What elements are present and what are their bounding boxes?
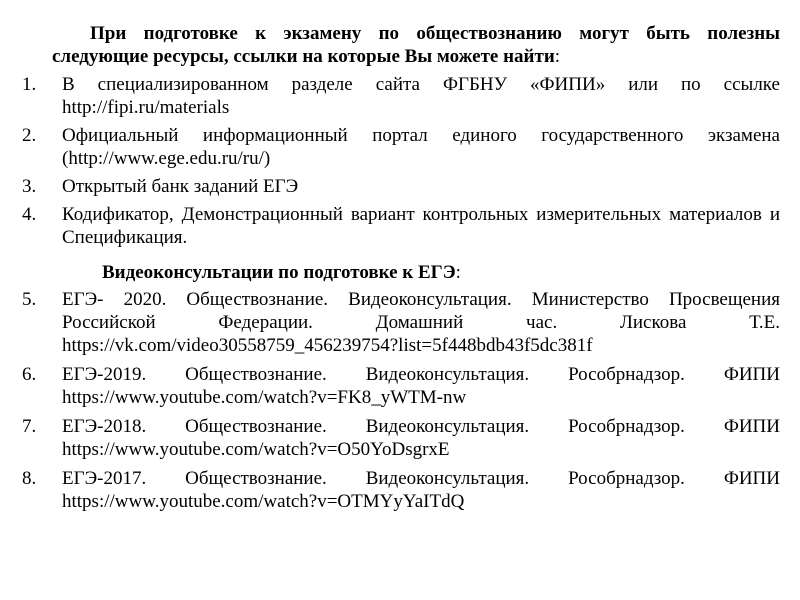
- list-item: [0, 288, 800, 357]
- item-number: 4.: [22, 204, 37, 225]
- section-heading-text: Видеоконсультации по подготовке к ЕГЭ: [102, 262, 456, 283]
- item-text: Официальный информационный портал единого государственного экзамена (http://www.ege.edu.ru/ru/): [62, 125, 780, 169]
- item-text: ЕГЭ-2019. Обществознание. Видеоконсультация. Рособрнадзор. ФИПИ https://www.youtube.com/watch?v=FK8_yWTM-nw: [62, 364, 780, 408]
- video-list: [0, 288, 800, 513]
- list-item: [0, 467, 800, 513]
- intro-paragraph: [52, 22, 780, 68]
- section-heading: [102, 261, 461, 284]
- item-text: Кодификатор, Демонстрационный вариант контрольных измерительных материалов и Спецификация.: [62, 204, 780, 248]
- item-text: ЕГЭ-2017. Обществознание. Видеоконсультация. Рособрнадзор. ФИПИ https://www.youtube.com/watch?v=OTMYyYaITdQ: [62, 468, 780, 512]
- list-item: [0, 363, 800, 409]
- resource-list: [0, 73, 800, 249]
- list-item: [0, 415, 800, 461]
- item-number: 3.: [22, 176, 37, 197]
- item-number: 1.: [22, 74, 37, 95]
- item-number: 8.: [22, 468, 37, 489]
- item-number: 5.: [22, 289, 37, 310]
- item-number: 2.: [22, 125, 37, 146]
- list-item: [0, 73, 800, 119]
- list-item: [0, 175, 800, 198]
- item-text: Открытый банк заданий ЕГЭ: [62, 176, 299, 197]
- item-text: ЕГЭ-2018. Обществознание. Видеоконсультация. Рособрнадзор. ФИПИ https://www.youtube.com/watch?v=O50YoDsgrxE: [62, 416, 780, 460]
- item-number: 6.: [22, 364, 37, 385]
- list-item: [0, 203, 800, 249]
- intro-bold-text: При подготовке к экзамену по обществознанию могут быть полезны следующие ресурсы, ссылки на которые Вы можете найти: [52, 23, 780, 67]
- list-item: [0, 124, 800, 170]
- intro-tail: :: [554, 46, 561, 67]
- section-heading-colon: :: [455, 262, 461, 283]
- item-text: ЕГЭ- 2020. Обществознание. Видеоконсультация. Министерство Просвещения Российской Федерации. Домашний час. Лискова Т.Е. https://vk.com/video30558759_456239754?list=5f448bdb43f5dc381f: [62, 289, 780, 356]
- item-number: 7.: [22, 416, 37, 437]
- item-text: В специализированном разделе сайта ФГБНУ «ФИПИ» или по ссылке http://fipi.ru/materials: [62, 74, 780, 118]
